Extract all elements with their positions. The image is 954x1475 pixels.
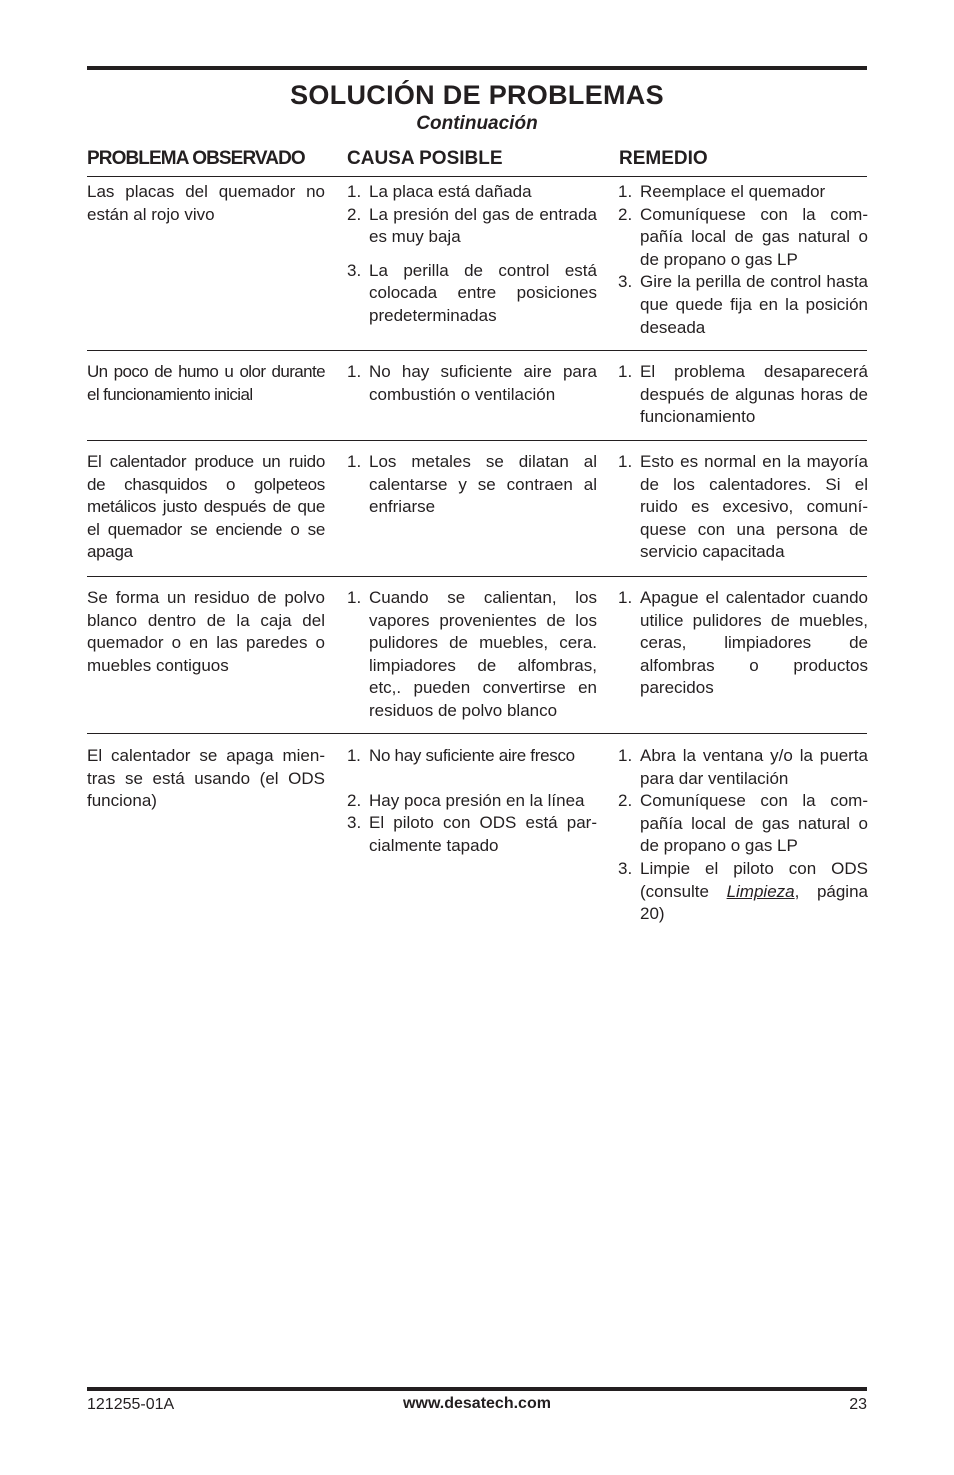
remedy-list (618, 181, 868, 339)
page-title: SOLUCIÓN DE PROBLEMAS (290, 80, 664, 110)
remedy-list (618, 451, 868, 564)
bottom-rule (87, 1387, 867, 1391)
remedy-item: 2. Comuníquese con la compañía local de gas natural o de propano o gas LP (618, 791, 868, 856)
remedy-item: 3. Gire la perilla de control hasta que quede fija en la posición deseada (618, 272, 868, 337)
remedy-item: 1. El problema desaparecerá después de algunas horas de funcionamiento (618, 362, 868, 427)
cause-item: 2. Hay poca presión en la línea (347, 790, 585, 810)
cause-item: 2. La presión del gas de entrada es muy baja (347, 204, 597, 247)
cause-list (347, 361, 597, 406)
remedy-item: 1. Abra la ventana y/o la puerta para dar ventilación (618, 746, 868, 788)
website-link[interactable]: www.desatech.com (403, 1395, 551, 1412)
limpieza-link[interactable]: Limpieza (726, 881, 795, 901)
page-number: 23 (849, 1396, 867, 1413)
problem-text: El calentador se apaga mientras se está usando (el ODS funciona) (87, 746, 325, 811)
cause-list (347, 451, 597, 519)
cause-item: 1. No hay suficiente aire fresco (347, 746, 575, 765)
cause-item: 1. La placa está dañada (347, 182, 532, 201)
cause-list (347, 587, 597, 723)
cause-item: 1. Los metales se dilatan al calentarse y se contraen al enfriarse (347, 452, 597, 517)
cause-item: 3. La perilla de control está colocada entre posiciones predeterminadas (347, 260, 597, 325)
row-divider (87, 440, 867, 441)
row-divider (87, 733, 867, 734)
problem-text: Se forma un residuo de polvo blanco dentro de la caja del quemador o en las paredes o muebles contiguos (87, 588, 325, 675)
problem-text: Un poco de humo u olor durante el funcionamiento inicial (87, 362, 325, 404)
remedy-list (618, 361, 868, 429)
remedy-item: 1. Esto es normal en la mayoría de los calentadores. Si el ruido es excesivo, comuníquese con una persona de servicio capacitada (618, 452, 868, 562)
cause-item: 3. El piloto con ODS está parcialmente tapado (347, 813, 597, 855)
cause-item: 1. Cuando se calientan, los vapores provenientes de los pulidores de muebles, cera. limpiadores de alfombras, etc,. pueden convertirse en residuos de polvo blanco (347, 588, 597, 720)
column-header-cause: CAUSA POSIBLE (347, 148, 503, 169)
row-divider (87, 576, 867, 577)
remedy-list (618, 745, 868, 926)
row-divider (87, 350, 867, 351)
problem-text: Las placas del quemador no están al rojo vivo (87, 182, 325, 224)
page-subtitle: Continuación (416, 113, 538, 134)
problem-text: El calentador produce un ruido de chasquidos o golpeteos metálicos justo después de que el quemador se enciende o se apaga (87, 452, 325, 562)
top-rule (87, 66, 867, 70)
remedy-item: 3. Limpie el piloto con ODS (consulte Limpieza, página 20) (618, 858, 868, 924)
remedy-item: 2. Comuníquese con la compañía local de gas natural o de propano o gas LP (618, 204, 868, 269)
column-header-remedy: REMEDIO (619, 148, 708, 169)
cause-list (347, 181, 597, 328)
remedy-item: 1. Apague el calentador cuando utilice pulidores de muebles, ceras, limpiadores de alfombras o productos parecidos (618, 588, 868, 698)
remedy-item: 1. Reemplace el quemador (618, 182, 826, 201)
cause-list (347, 745, 597, 857)
document-number: 121255-01A (87, 1396, 175, 1413)
cause-item: 1. No hay suficiente aire para combustión o ventilación (347, 362, 597, 404)
header-rule (87, 176, 867, 177)
remedy-list (618, 587, 868, 700)
column-header-problem: PROBLEMA OBSERVADO (87, 148, 305, 169)
